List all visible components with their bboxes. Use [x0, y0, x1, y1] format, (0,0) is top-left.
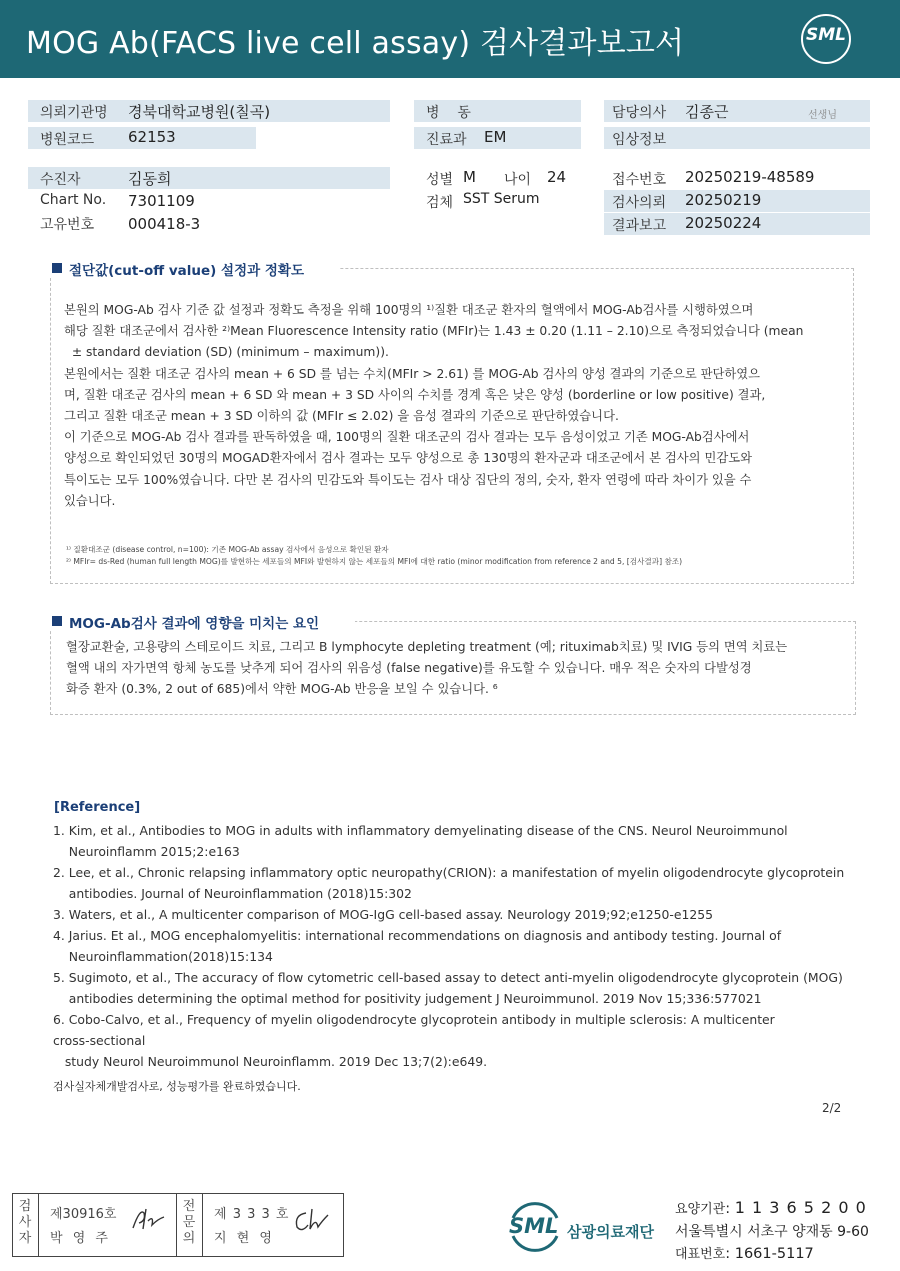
reference-item: 6. Cobo-Calvo, et al., Frequency of myelin oligodendrocyte glycoprotein antibody in multiple sclerosis: A multicenter	[53, 1012, 775, 1027]
stamp1-number: 제30916호	[50, 1207, 117, 1222]
page-number: 2/2	[822, 1101, 842, 1115]
requesting-org-value: 경북대학교병원(칠곡)	[128, 103, 271, 121]
cutoff-paragraph	[64, 300, 854, 512]
receipt-value: 20250219-48589	[685, 168, 815, 186]
phone-line: 대표번호: 1661-5117	[675, 1246, 814, 1262]
care-institution: 요양기관: 1 1 3 6 5 2 0 0	[675, 1198, 867, 1217]
footnote-2: ²⁾ MFIr= ds-Red (human full length MOG)를 발현하는 세포들의 MFI와 발현하지 않는 세포들의 MFI에 대한 ratio (minor modification from reference 2 and 5, [검사결과] 참조)	[66, 557, 683, 566]
stamp1-name: 박 영 주	[50, 1231, 111, 1246]
patient-row	[28, 167, 390, 189]
age-label: 나이	[504, 172, 532, 188]
paragraph-line: 화증 환자 (0.3%, 2 out of 685)에서 약한 MOG-Ab 반응을 보일 수 있습니다. ⁶	[66, 682, 498, 697]
reference-item: antibodies determining the optimal method for positivity judgement J Neuroimmunol. 2019 Nov 15;336:577021	[53, 991, 762, 1006]
clinical-label: 임상정보	[612, 132, 667, 148]
reference-item: 3. Waters, et al., A multicenter comparison of MOG-IgG cell-based assay. Neurology 2019;92;e1250-e1255	[53, 907, 714, 922]
receipt-label: 접수번호	[612, 172, 667, 188]
paragraph-line: 이 기준으로 MOG-Ab 검사 결과를 판독하였을 때, 100명의 질환 대조군의 검사 결과는 모두 음성이었고 기존 MOG-Ab검사에서	[64, 430, 750, 445]
care-number: 1 1 3 6 5 2 0 0	[734, 1198, 867, 1217]
hospital-code-value: 62153	[128, 128, 176, 146]
section-bullet-icon	[52, 263, 62, 273]
paragraph-line: 해당 질환 대조군에서 검사한 ²⁾Mean Fluorescence Intensity ratio (MFIr)는 1.43 ± 0.20 (1.11 – 2.10)으로 측정되었습니다 (mean	[64, 324, 804, 339]
requesting-org-label: 의뢰기관명	[40, 105, 108, 121]
doctor-value: 김종근	[685, 103, 729, 121]
stamp-divider	[38, 1193, 39, 1257]
stamp2-name: 지 현 영	[214, 1231, 275, 1246]
org-address: 서울특별시 서초구 양재동 9-60	[675, 1224, 869, 1240]
paragraph-line: 본원의 MOG-Ab 검사 기준 값 설정과 정확도 측정을 위해 100명의 ¹⁾질환 대조군 환자의 혈액에서 MOG-Ab검사를 시행하였으며	[64, 303, 754, 317]
cutoff-section-title: 절단값(cut-off value) 설정과 정확도	[69, 263, 304, 279]
report-title: MOG Ab(FACS live cell assay) 검사결과보고서	[26, 26, 685, 61]
phone-label: 대표번호	[675, 1247, 726, 1262]
reference-item: study Neurol Neuroimmunol Neuroinflamm. 2019 Dec 13;7(2):e649.	[53, 1054, 488, 1069]
ward-label: 병 동	[426, 105, 471, 121]
phone-number: 1661-5117	[734, 1246, 814, 1262]
signature-2-icon	[292, 1205, 336, 1235]
specimen-label: 검체	[426, 195, 454, 211]
factors-paragraph	[66, 637, 856, 701]
sml-logo-text: SML	[806, 25, 846, 45]
paragraph-line: 그리고 질환 대조군 mean + 3 SD 이하의 값 (MFIr ≤ 2.02) 을 음성 결과의 기준으로 판단하였습니다.	[64, 409, 619, 424]
paragraph-line: 있습니다.	[64, 493, 116, 508]
doctor-label: 담당의사	[612, 105, 667, 121]
reference-item: Neuroinflamm 2015;2:e163	[53, 844, 240, 859]
doctor-suffix: 선생님	[808, 110, 837, 121]
sex-label: 성별	[426, 172, 454, 188]
unique-value: 000418-3	[128, 215, 201, 233]
validation-note: 검사실자체개발검사로, 성능평가를 완료하였습니다.	[53, 1080, 301, 1093]
stamp1-label: 검 사 자	[18, 1199, 32, 1246]
care-label: 요양기관	[675, 1202, 726, 1217]
chart-value: 7301109	[128, 192, 195, 210]
section-bullet-icon	[52, 616, 62, 626]
reference-list	[53, 820, 844, 1072]
patient-value: 김동희	[128, 170, 172, 188]
reference-item: 4. Jarius. Et al., MOG encephalomyelitis: international recommendations on diagnosis and antibody testing. Journal of	[53, 928, 782, 943]
dept-value: EM	[484, 128, 507, 146]
org-logo-text: SML	[509, 1214, 559, 1238]
request-label: 검사의뢰	[612, 195, 667, 211]
reference-item: cross-sectional	[53, 1033, 146, 1048]
reference-item: 5. Sugimoto, et al., The accuracy of flow cytometric cell-based assay to detect anti-myelin oligodendrocyte glycoprotein (MOG)	[53, 970, 843, 985]
paragraph-line: 며, 질환 대조군 검사의 mean + 6 SD 와 mean + 3 SD 사이의 수치를 경계 혹은 낮은 양성 (borderline or low positive) 결과,	[64, 387, 766, 402]
org-name: 삼광의료재단	[567, 1223, 654, 1241]
age-value: 24	[547, 168, 567, 186]
stamp2-label: 전 문 의	[182, 1199, 196, 1246]
paragraph-line: 특이도는 모두 100%였습니다. 다만 본 검사의 민감도와 특이도는 검사 대상 집단의 정의, 숫자, 환자 연령에 따라 차이가 있을 수	[64, 472, 752, 487]
patient-label: 수진자	[40, 172, 81, 188]
stamp-divider	[202, 1193, 203, 1257]
reference-item: 1. Kim, et al., Antibodies to MOG in adults with inflammatory demyelinating disease of the CNS. Neurol Neuroimmunol	[53, 823, 788, 838]
paragraph-line: ± standard deviation (SD) (minimum – maximum)).	[64, 345, 389, 360]
factors-section-title: MOG-Ab검사 결과에 영향을 미치는 요인	[69, 616, 320, 632]
paragraph-line: 혈장교환술, 고용량의 스테로이드 치료, 그리고 B lymphocyte depleting treatment (예; rituximab치료) 및 IVIG 등의 면역 치료는	[66, 640, 788, 654]
reference-item: 2. Lee, et al., Chronic relapsing inflammatory optic neuropathy(CRION): a manifestation of myelin oligodendrocyte glycoprotein	[53, 865, 845, 880]
specimen-value: SST Serum	[463, 191, 540, 207]
signature-1-icon	[130, 1203, 170, 1233]
request-value: 20250219	[685, 191, 762, 209]
report-label: 결과보고	[612, 218, 667, 234]
paragraph-line: 혈액 내의 자가면역 항체 농도를 낮추게 되어 검사의 위음성 (false negative)를 유도할 수 있습니다. 매우 적은 숫자의 다발성경	[66, 661, 752, 676]
hospital-code-label: 병원코드	[40, 132, 95, 148]
footnote-1: ¹⁾ 질환대조군 (disease control, n=100): 기존 MOG-Ab assay 검사에서 음성으로 확인된 환자	[66, 545, 389, 554]
paragraph-line: 양성으로 확인되었던 30명의 MOGAD환자에서 검사 결과는 모두 양성으로 총 130명의 환자군과 대조군에서 본 검사의 민감도와	[64, 451, 752, 466]
dept-label: 진료과	[426, 132, 467, 148]
reference-title: [Reference]	[54, 800, 141, 815]
reference-item: antibodies. Journal of Neuroinflammation (2018)15:302	[53, 886, 412, 901]
report-value: 20250224	[685, 214, 762, 232]
chart-label: Chart No.	[40, 192, 107, 208]
sex-value: M	[463, 168, 476, 186]
reference-item: Neuroinflammation(2018)15:134	[53, 949, 273, 964]
stamp2-number: 제 3 3 3 호	[214, 1207, 290, 1222]
unique-label: 고유번호	[40, 217, 95, 233]
paragraph-line: 본원에서는 질환 대조군 검사의 mean + 6 SD 를 넘는 수치(MFIr > 2.61) 를 MOG-Ab 검사의 양성 결과의 기준으로 판단하였으	[64, 366, 761, 381]
